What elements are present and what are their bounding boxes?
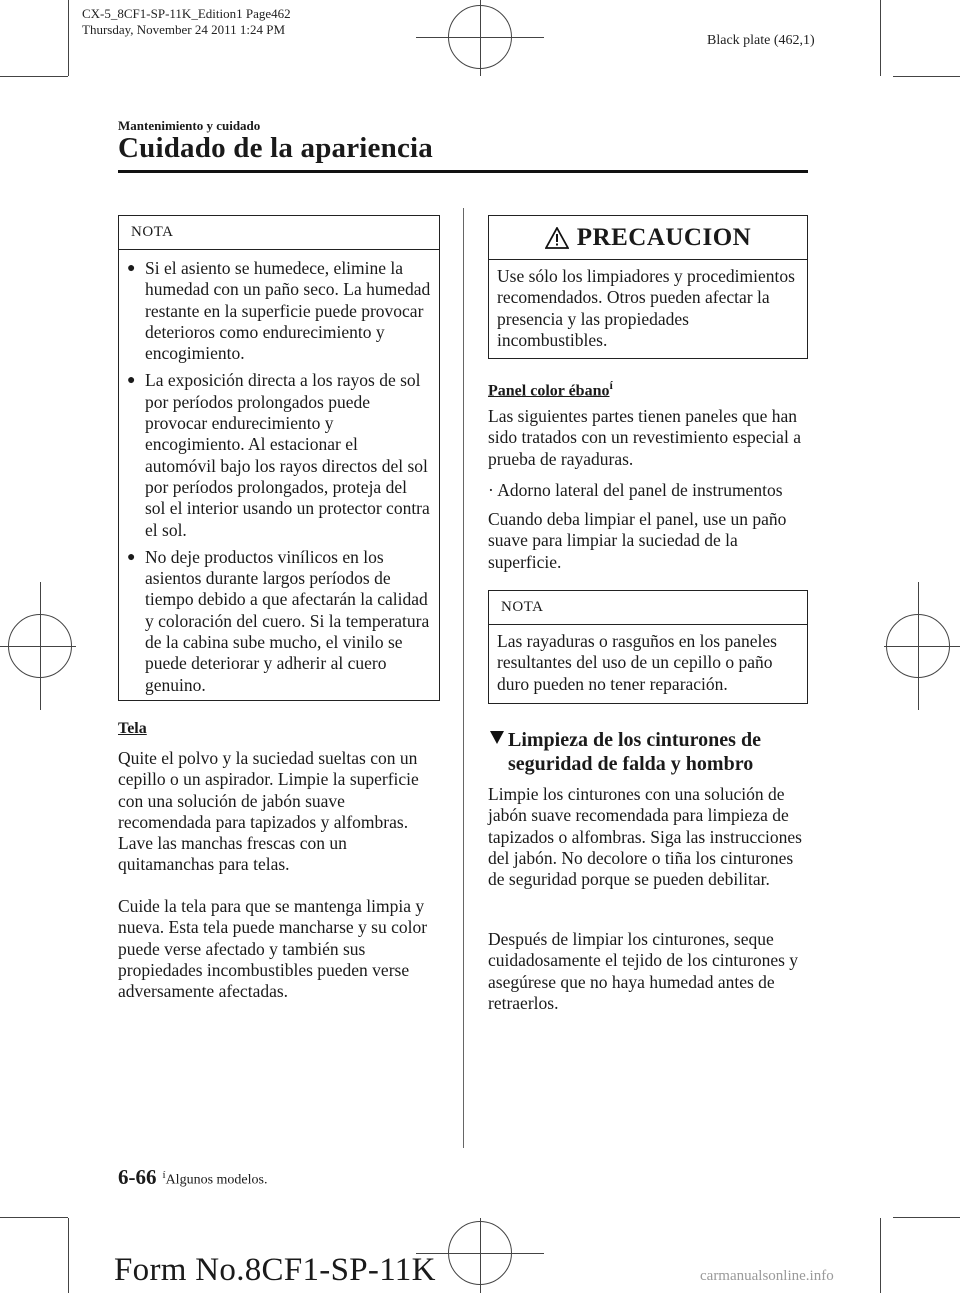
panel-paragraph-2: Cuando deba limpiar el panel, use un paño suave para limpiar la suciedad de la superficie. [488,509,787,572]
warning-icon [545,227,569,249]
page-number: 6-66 [118,1165,157,1189]
registration-circle [448,1221,512,1285]
tela-paragraph-1: Quite el polvo y la suciedad sueltas con un cepillo o un aspirador. Limpie la superficie con una solución de jabón suave recomendada para tapizados y alfombras. Lave las manchas frescas con un quitamanchas para telas. [118,748,419,875]
nota-box-2 [488,590,808,704]
column-divider [463,208,464,1148]
page-title: Cuidado de la apariencia [118,132,433,164]
nota-bullet [127,547,431,696]
cinturones-heading-line1: Limpieza de los cinturones de [508,729,761,751]
asterisk-icon: í [609,378,613,392]
nota-label-2: NOTA [489,591,807,625]
registration-circle [886,614,950,678]
footer-note [163,1169,268,1189]
nota-bullet-text: Si el asiento se humedece, elimine la humedad con un paño seco. La humedad restante en la superficie puede provocar deterioros como endurecimiento y encogimiento. [145,258,431,364]
section-label: Mantenimiento y cuidado [118,118,261,133]
crop-mark [893,76,960,77]
cinturones-paragraph-1: Limpie los cinturones con una solución de jabón suave recomendada para limpieza de tapizados o alfombras. Siga las instrucciones del jabón. No decolore o tiña los cinturones de seguridad porque se pueden debilitar. [488,784,802,890]
crop-mark [0,1217,68,1218]
precaucion-box [488,215,808,359]
panel-heading [488,378,613,400]
page-footer [118,1165,267,1190]
plate-label: Black plate (462,1) [707,33,815,48]
panel-paragraph-1: Las siguientes partes tienen paneles que han sido tratados con un revestimiento especial a prueba de rayaduras. [488,406,801,469]
nota-bullet-text: La exposición directa a los rayos de sol por períodos prolongados puede provocar endurecimiento y encogimiento. Al estacionar el automóvil bajo los rayos directos del sol por períodos prolongados, proteja del sol el interior usando un protector contra el sol. [145,370,430,540]
panel-heading-text: Panel color ébano [488,382,610,400]
nota-bullet [127,258,431,364]
file-info [82,6,291,38]
bullet-dot: ● [127,261,136,276]
watermark: carmanualsonline.info [700,1268,834,1284]
title-rule [118,170,808,173]
crop-mark [880,1218,881,1293]
asterisk-icon: í [162,1169,166,1182]
registration-circle [448,5,512,69]
nota-label: NOTA [119,216,439,250]
tela-heading: Tela [118,720,147,737]
triangle-icon [490,731,504,744]
file-info-line2: Thursday, November 24 2011 1:24 PM [82,22,286,37]
nota-box [118,215,440,701]
cinturones-paragraph-2: Después de limpiar los cinturones, seque cuidadosamente el tejido de los cinturones y asegúrese que no haya humedad antes de retraerlos. [488,929,799,1013]
form-number: Form No.8CF1-SP-11K [114,1252,436,1288]
crop-mark [893,1217,960,1218]
registration-circle [8,614,72,678]
nota-bullet [127,370,431,540]
crop-mark [68,1218,69,1293]
bullet-dot: ● [127,549,136,565]
crop-mark [0,76,68,77]
panel-list-item: · Adorno lateral del panel de instrumentos [488,480,783,500]
bullet-dot: ● [127,373,136,389]
nota-text-2: Las rayaduras o rasguños en los paneles resultantes del uso de un cepillo o paño duro pueden no tener reparación. [497,631,777,694]
crop-mark [880,0,881,76]
crop-mark [68,0,69,76]
precaucion-text: Use sólo los limpiadores y procedimientos recomendados. Otros pueden afectar la presencia y las propiedades incombustibles. [497,266,795,350]
nota-bullet-text: No deje productos vinílicos en los asientos durante largos períodos de tiempo debido a que afectarán la calidad y coloración del cuero. Si la temperatura de la cabina sube mucho, el vinilo se puede deteriorar y adherir al cuero genuino. [145,546,430,695]
cinturones-heading [490,728,812,776]
precaucion-header [489,216,807,260]
file-info-line1: CX-5_8CF1-SP-11K_Edition1 Page462 [82,6,291,21]
cinturones-heading-line2: seguridad de falda y hombro [508,753,754,775]
footer-note-text: Algunos modelos. [165,1173,268,1188]
precaucion-label: PRECAUCION [576,223,752,251]
tela-paragraph-2: Cuide la tela para que se mantenga limpia y nueva. Esta tela puede mancharse y su color puede verse afectado y también sus propiedades incombustibles pueden verse adversamente afectadas. [118,896,428,1002]
